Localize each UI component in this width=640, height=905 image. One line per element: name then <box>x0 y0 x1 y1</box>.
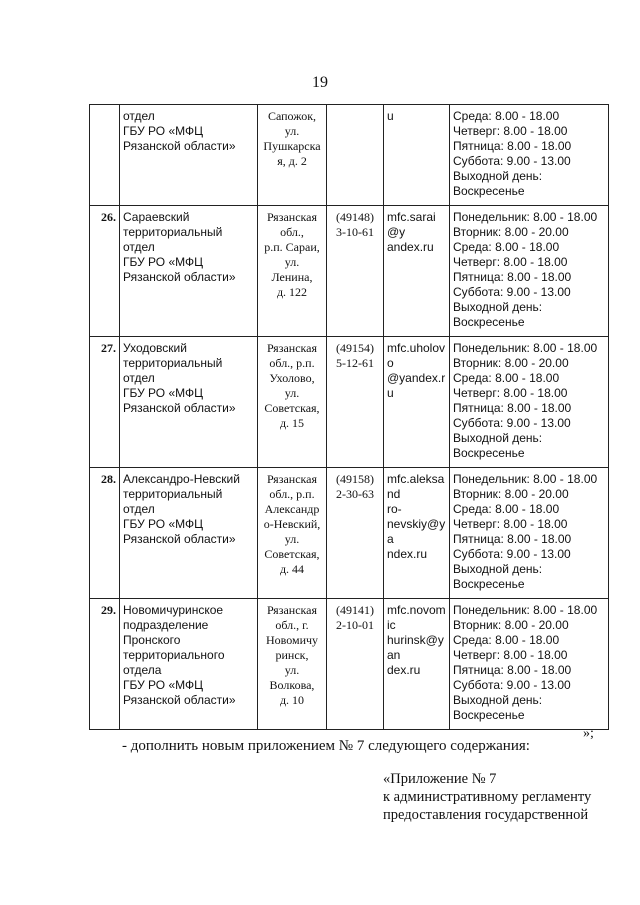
office-hours: Понедельник: 8.00 - 18.00 Вторник: 8.00 - 20.00 Среда: 8.00 - 18.00 Четверг: 8.00 - 18.00 Пятница: 8.00 - 18.00 Суббота: 9.00 - 13.00 Выходной день: Воскресенье <box>450 337 609 468</box>
office-phone: (49141) 2-10-01 <box>327 599 384 730</box>
table-row <box>90 599 609 730</box>
office-phone: (49148) 3-10-61 <box>327 206 384 337</box>
closing-quote-mark: »; <box>583 726 594 741</box>
row-number: 26. <box>90 206 120 337</box>
office-name: Александро-Невский территориальный отдел ГБУ РО «МФЦ Рязанской области» <box>120 468 258 599</box>
table-row <box>90 468 609 599</box>
office-email: u <box>384 105 450 206</box>
office-address: Сапожок, ул. Пушкарска я, д. 2 <box>258 105 327 206</box>
appendix-heading: «Приложение № 7 к административному регламенту предоставления государственной <box>383 771 592 823</box>
office-name: Сараевский территориальный отдел ГБУ РО «МФЦ Рязанской области» <box>120 206 258 337</box>
mfc-offices-table <box>89 104 609 730</box>
office-address: Рязанская обл., р.п. Ухолово, ул. Советская, д. 15 <box>258 337 327 468</box>
office-address: Рязанская обл., г. Новомичу ринск, ул. Волкова, д. 10 <box>258 599 327 730</box>
office-phone: (49158) 2-30-63 <box>327 468 384 599</box>
office-email: mfc.uholovo @yandex.ru <box>384 337 450 468</box>
office-email: mfc.sarai@y andex.ru <box>384 206 450 337</box>
office-email: mfc.novomic hurinsk@yan dex.ru <box>384 599 450 730</box>
office-phone <box>327 105 384 206</box>
amendment-text: - дополнить новым приложением № 7 следующего содержания: <box>122 738 530 754</box>
office-email: mfc.aleksand ro- nevskiy@ya ndex.ru <box>384 468 450 599</box>
office-hours: Понедельник: 8.00 - 18.00 Вторник: 8.00 - 20.00 Среда: 8.00 - 18.00 Четверг: 8.00 - 18.00 Пятница: 8.00 - 18.00 Суббота: 9.00 - 13.00 Выходной день: Воскресенье <box>450 206 609 337</box>
office-hours: Среда: 8.00 - 18.00 Четверг: 8.00 - 18.00 Пятница: 8.00 - 18.00 Суббота: 9.00 - 13.00 Выходной день: Воскресенье <box>450 105 609 206</box>
table-row <box>90 105 609 206</box>
row-number <box>90 105 120 206</box>
office-name: Уходовский территориальный отдел ГБУ РО «МФЦ Рязанской области» <box>120 337 258 468</box>
row-number: 28. <box>90 468 120 599</box>
table-row <box>90 206 609 337</box>
row-number: 27. <box>90 337 120 468</box>
office-phone: (49154) 5-12-61 <box>327 337 384 468</box>
office-name: Новомичуринское подразделение Пронского территориального отдела ГБУ РО «МФЦ Рязанской области» <box>120 599 258 730</box>
office-address: Рязанская обл., р.п. Александр о-Невский, ул. Советская, д. 44 <box>258 468 327 599</box>
table-row <box>90 337 609 468</box>
row-number: 29. <box>90 599 120 730</box>
office-hours: Понедельник: 8.00 - 18.00 Вторник: 8.00 - 20.00 Среда: 8.00 - 18.00 Четверг: 8.00 - 18.00 Пятница: 8.00 - 18.00 Суббота: 9.00 - 13.00 Выходной день: Воскресенье <box>450 599 609 730</box>
office-name: отдел ГБУ РО «МФЦ Рязанской области» <box>120 105 258 206</box>
page-number: 19 <box>312 74 328 91</box>
office-hours: Понедельник: 8.00 - 18.00 Вторник: 8.00 - 20.00 Среда: 8.00 - 18.00 Четверг: 8.00 - 18.00 Пятница: 8.00 - 18.00 Суббота: 9.00 - 13.00 Выходной день: Воскресенье <box>450 468 609 599</box>
office-address: Рязанская обл., р.п. Сараи, ул. Ленина, д. 122 <box>258 206 327 337</box>
